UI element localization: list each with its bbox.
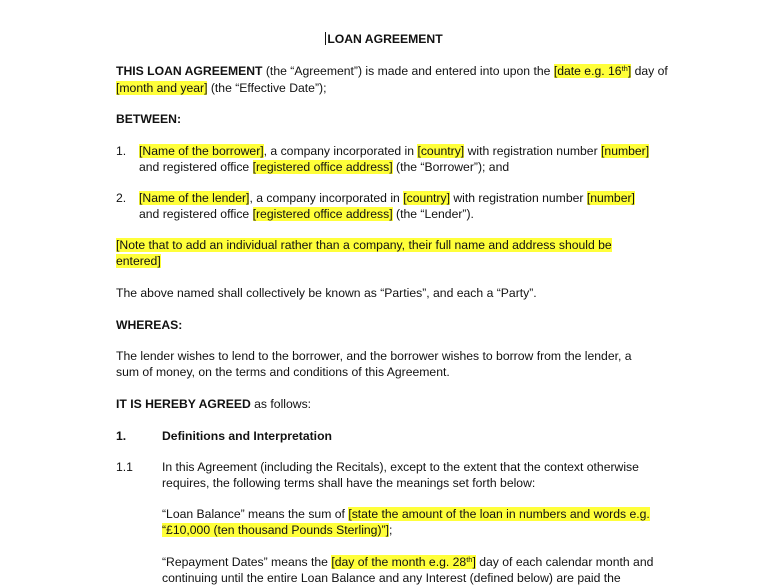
loan-balance-line-2: “£10,000 (ten thousand Pounds Sterling)”]; [162, 523, 393, 537]
date-placeholder-field[interactable]: [date e.g. 16th] [553, 64, 632, 78]
month-year-placeholder-field[interactable]: [month and year] [116, 81, 208, 95]
clause-1-1-number: 1.1 [116, 460, 133, 474]
intro-line-2: [month and year] (the “Effective Date”); [116, 81, 327, 95]
section-1-heading: Definitions and Interpretation [162, 429, 332, 443]
repayment-dates-line-1: “Repayment Dates” means the [day of the month e.g. 28th] day of each calendar month and [162, 555, 654, 569]
party-1-number: 1. [116, 144, 127, 158]
lender-name-field[interactable]: [Name of the lender] [139, 191, 250, 205]
agreed-line: IT IS HEREBY AGREED as follows: [116, 397, 312, 411]
borrower-name-field[interactable]: [Name of the borrower] [139, 144, 264, 158]
parties-collective-text: The above named shall collectively be known as “Parties”, and each a “Party”. [116, 286, 537, 300]
party-1-line-1: [Name of the borrower], a company incorporated in [country] with registration number [number] [139, 144, 650, 158]
party-2-line-1: [Name of the lender], a company incorporated in [country] with registration number [number] [139, 191, 635, 205]
note-line-1: [Note that to add an individual rather than a company, their full name and address should be [116, 238, 612, 252]
loan-balance-line-1: “Loan Balance” means the sum of [state the amount of the loan in numbers and words e.g. [162, 507, 650, 521]
intro-line-1: THIS LOAN AGREEMENT (the “Agreement”) is made and entered into upon the [date e.g. 16th] day of [116, 64, 668, 78]
loan-amount-field[interactable]: [state the amount of the loan in numbers and words e.g. [348, 507, 650, 521]
section-1-number: 1. [116, 429, 127, 443]
party-2-number: 2. [116, 191, 127, 205]
borrower-country-field[interactable]: [country] [417, 144, 465, 158]
loan-amount-field-cont[interactable]: “£10,000 (ten thousand Pounds Sterling)”] [162, 523, 389, 537]
whereas-line-2: sum of money, on the terms and conditions of this Agreement. [116, 365, 450, 379]
party-1-line-2: and registered office [registered office address] (the “Borrower”); and [139, 160, 510, 174]
between-heading: BETWEEN: [116, 112, 181, 126]
whereas-line-1: The lender wishes to lend to the borrower, and the borrower wishes to borrow from the lender, a [116, 349, 632, 363]
lender-address-field[interactable]: [registered office address] [252, 207, 393, 221]
repayment-day-field[interactable]: [day of the month e.g. 28th] [331, 555, 476, 569]
party-2-line-2: and registered office [registered office address] (the “Lender”). [139, 207, 474, 221]
note-line-2: entered] [116, 254, 161, 268]
whereas-heading: WHEREAS: [116, 318, 183, 332]
lender-regnum-field[interactable]: [number] [586, 191, 635, 205]
clause-1-1-line-1: In this Agreement (including the Recitals), except to the extent that the context otherwise [162, 460, 639, 474]
lender-country-field[interactable]: [country] [403, 191, 450, 205]
borrower-regnum-field[interactable]: [number] [601, 144, 650, 158]
repayment-dates-line-2-cut: continuing until the entire Loan Balance and any Interest (defined below) are paid the [162, 571, 621, 585]
document-title: LOAN AGREEMENT [327, 32, 443, 46]
borrower-address-field[interactable]: [registered office address] [252, 160, 393, 174]
clause-1-1-line-2: requires, the following terms shall have the meanings set forth below: [162, 476, 536, 490]
